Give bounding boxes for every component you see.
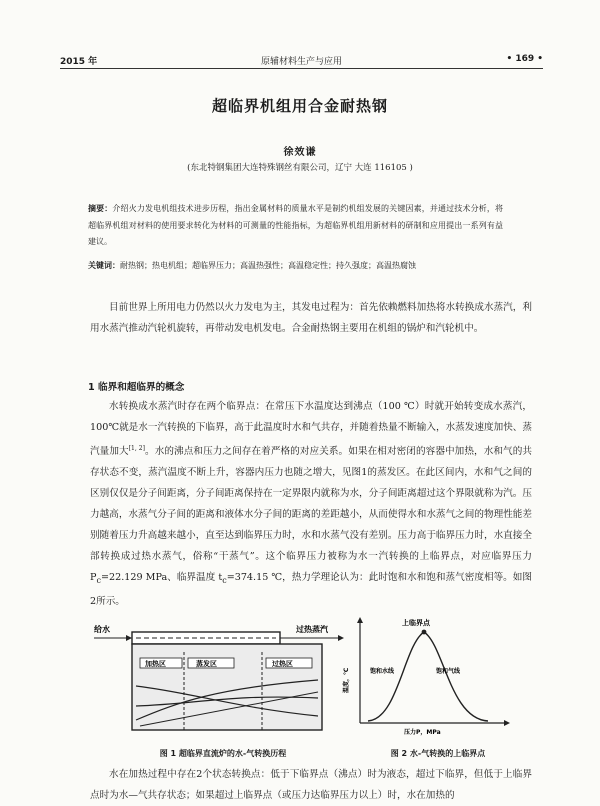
header-rule bbox=[60, 68, 543, 69]
intro-paragraph: 目前世界上所用电力仍然以火力发电为主，其发电过程为：首先依赖燃料加热将水转换成水蒸汽，利用水蒸汽推动汽轮机旋转，再带动发电机发电。合金耐热钢主要用在机组的锅炉和汽轮机中。 bbox=[90, 302, 532, 334]
fig2-label-water-line: 饱和水线 bbox=[370, 668, 395, 675]
fig1-zone-superheat: 过热区 bbox=[272, 660, 293, 668]
tc-subscript: c bbox=[222, 576, 227, 586]
fig2-xlabel: 压力P，MPa bbox=[404, 729, 441, 736]
para-part-d: =374.15 ℃，热力学理论认为：此时饱和水和饱和蒸气密度相等。如图2所示。 bbox=[90, 572, 532, 608]
header-year: 2015 年 bbox=[60, 57, 98, 67]
fig2-ylabel: 温度，℃ bbox=[343, 667, 350, 693]
fig2-y-arrowhead bbox=[357, 617, 363, 623]
figure2-caption: 图 2 水-气转换的上临界点 bbox=[390, 749, 486, 758]
section-heading: 1 临界和超临界的概念 bbox=[88, 382, 185, 393]
figure1-diagram bbox=[88, 622, 358, 740]
keywords bbox=[88, 260, 508, 271]
fig1-zone-evap: 蒸发区 bbox=[196, 660, 217, 668]
header-page-number: • 169 • bbox=[506, 54, 543, 64]
figure2-diagram bbox=[338, 615, 518, 740]
article-title: 超临界机组用合金耐热钢 bbox=[211, 97, 388, 115]
header-journal: 原辅材料生产与应用 bbox=[260, 57, 342, 67]
abstract bbox=[88, 201, 503, 251]
fig2-label-steam-line: 饱和气线 bbox=[436, 668, 461, 675]
fig1-zone-heat: 加热区 bbox=[145, 660, 166, 668]
fig2-x-arrowhead bbox=[504, 720, 510, 726]
keywords-text: 耐热钢；热电机组；超临界压力；高温热强性；高温稳定性；持久强度；高温热腐蚀 bbox=[120, 261, 416, 270]
section1-paragraph bbox=[90, 396, 532, 612]
fig1-label-water: 给水 bbox=[94, 625, 110, 634]
citation-ref: [1, 2] bbox=[128, 445, 145, 452]
para-part-b: 。水的沸点和压力之间存在着严格的对应关系。如果在相对密闭的容器中加热，水和气的共存状态不变，蒸汽温度不断上升，容器内压力也随之增大，见图1的蒸发区。在此区间内，水和气之间的区别仅仅是分子间距离，分子间距离保持在一定界限内就称为水，分子间距离超过这个界限就称为汽。压力越高，水蒸气分子间的距离和液体水分子间的距离的差距越小，从而使得水和水蒸气之间的物理性能差别随着压力升高越来越小，直至达到临界压力时，水和水蒸气没有差别。压力高于临界压力时，水直接全部转换成过热水蒸气，俗称“干蒸气”。这个临界压力被称为水一汽转换的上临界点，对应临界压力 P bbox=[90, 446, 533, 584]
fig1-frame bbox=[132, 644, 322, 730]
abstract-label: 摘要： bbox=[88, 204, 113, 213]
fig1-label-steam: 过热蒸汽 bbox=[296, 625, 328, 634]
fig1-water-arrowhead bbox=[126, 635, 132, 641]
para-part-c: =22.129 MPa、临界温度 t bbox=[100, 572, 223, 584]
para-part-a: 水转换成水蒸汽时存在两个临界点：在常压下水温度达到沸点（100 ℃）时就开始转变成水蒸汽，100℃就是水一汽转换的下临界，高于此温度时水和气共存，并随着热量不断输入，水蒸发速度加快、蒸汽量加大 bbox=[90, 401, 532, 458]
fig2-label-upper: 上临界点 bbox=[402, 619, 430, 627]
last-paragraph: 水在加热过程中存在2个状态转换点：低于下临界点（沸点）时为液态，超过下临界，但低于上临界点时为水—气共存状态；如果超过上临界点（或压力达临界压力以上）时，水在加热的 bbox=[90, 769, 532, 801]
running-header bbox=[60, 54, 543, 68]
keywords-label: 关键词： bbox=[88, 261, 120, 270]
affiliation: (东北特钢集团大连特殊钢丝有限公司，辽宁 大连 116105 ) bbox=[187, 163, 413, 173]
abstract-text: 介绍火力发电机组技术进步历程，指出金属材料的质量水平是制约机组发展的关键因素，并通过技术分析，将超临界机组对材料的使用要求转化为材料的可测量的性能指标，为超临界机组用新材料的研制和应用提出一系列有益建议。 bbox=[88, 204, 503, 246]
pc-subscript: c bbox=[96, 576, 101, 586]
author: 徐效谦 bbox=[283, 147, 317, 158]
fig2-saturation-curve bbox=[368, 632, 488, 721]
figure1-caption: 图 1 超临界直流炉的水-气转换历程 bbox=[159, 749, 287, 758]
